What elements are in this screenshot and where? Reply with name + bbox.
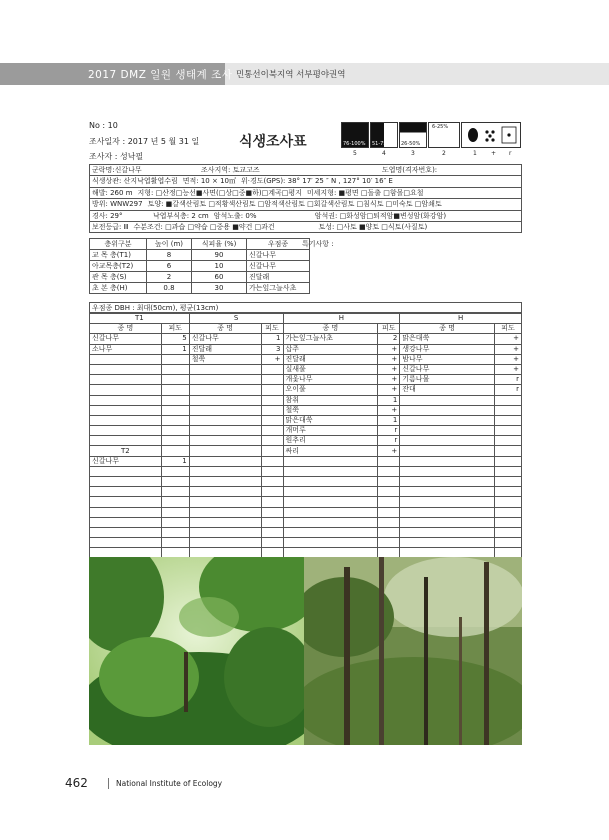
layer-cell: 아교목층(T2)	[90, 261, 147, 272]
layer-cell: 90	[192, 250, 247, 261]
terrain: 지형: □산정□능선■사면(□상□중■하)□계곡□평지	[137, 188, 302, 197]
table-row	[90, 375, 522, 385]
cover-cell	[378, 538, 400, 548]
species-name-cell	[400, 446, 495, 456]
layer-cell: 교 목 층(T1)	[90, 250, 147, 261]
cover-cell	[161, 426, 189, 436]
species-name-cell	[283, 507, 378, 517]
species-name-cell	[283, 477, 378, 487]
species-name-cell	[90, 375, 162, 385]
cover-cell	[378, 487, 400, 497]
table-row	[90, 487, 522, 497]
species-name-cell	[90, 395, 162, 405]
altitude: 해발: 260 m	[92, 188, 133, 197]
layer-cell: 10	[192, 261, 247, 272]
footer-divider	[108, 778, 109, 789]
cover-cell: 2	[378, 334, 400, 344]
layer-header-row	[90, 239, 310, 250]
survey-site: 조사지역: 토교고즈	[201, 166, 260, 174]
table-row	[90, 436, 522, 446]
surveyor: 조사자 : 성낙필	[89, 152, 144, 161]
cover-cell	[161, 405, 189, 415]
cover-cell	[494, 487, 521, 497]
cover-cell: 1	[378, 415, 400, 425]
species-name-cell: T2	[90, 446, 162, 456]
group-header-h: H	[283, 314, 400, 324]
species-name-cell	[283, 487, 378, 497]
table-row	[90, 415, 522, 425]
species-name-cell	[189, 436, 261, 446]
layer-table	[89, 238, 310, 294]
cover-cell	[261, 487, 283, 497]
species-name-cell: 실새풀	[283, 364, 378, 374]
cover-cell: 1	[161, 456, 189, 466]
species-name-cell	[283, 538, 378, 548]
cover-cell: +	[378, 344, 400, 354]
cover-cell	[378, 527, 400, 537]
cover-cell	[494, 466, 521, 476]
cover-cell	[378, 466, 400, 476]
species-name-cell	[400, 405, 495, 415]
cover-cell: 1	[261, 334, 283, 344]
table-row	[90, 497, 522, 507]
cover-cell	[494, 426, 521, 436]
group-header-row	[90, 314, 522, 324]
species-name-cell	[189, 375, 261, 385]
map-sheet: 도엽명(격자번호):	[382, 166, 438, 174]
col-species-name: 종 명	[283, 324, 378, 334]
header-title: 2017 DMZ 일원 생태계 조사	[88, 69, 233, 81]
canopy-photo	[89, 557, 304, 745]
species-name-cell: 진달래	[189, 344, 261, 354]
site-info-table	[89, 164, 522, 233]
species-name-cell	[90, 354, 162, 364]
cover-cell	[161, 446, 189, 456]
cover-cell	[261, 446, 283, 456]
species-name-cell	[400, 507, 495, 517]
species-name-cell: 개머루	[283, 426, 378, 436]
species-name-cell	[90, 517, 162, 527]
page-title: 식생조사표	[239, 134, 307, 150]
cover-cell: 5	[161, 334, 189, 344]
species-name-cell	[283, 466, 378, 476]
col-header: 식피율 (%)	[192, 239, 247, 250]
layer-cell: 초 본 층(H)	[90, 283, 147, 294]
cover-cell	[378, 456, 400, 466]
species-name-cell	[400, 395, 495, 405]
species-name-cell	[400, 538, 495, 548]
table-row	[90, 395, 522, 405]
col-cover: 피도	[378, 324, 400, 334]
species-name-cell: 철쭉	[189, 354, 261, 364]
cover-cell	[261, 466, 283, 476]
cover-cell	[261, 507, 283, 517]
cover-cell	[261, 426, 283, 436]
cover-cell	[161, 354, 189, 364]
cover-cell: 3	[261, 344, 283, 354]
layer-cell: 6	[147, 261, 192, 272]
scale-box-4: 51-75%	[370, 122, 398, 148]
cover-cell	[161, 395, 189, 405]
species-name-cell	[189, 405, 261, 415]
table-row	[90, 385, 522, 395]
cover-cell	[261, 395, 283, 405]
cover-cell: +	[378, 375, 400, 385]
cover-cell: 1	[161, 344, 189, 354]
species-name-cell: 참취	[283, 395, 378, 405]
cover-cell: +	[378, 446, 400, 456]
cover-cell	[261, 436, 283, 446]
table-row	[90, 446, 522, 456]
cover-cell	[378, 497, 400, 507]
soil-texture: 토성: □사토 ■양토 □식토(사질토)	[318, 222, 428, 231]
cover-cell	[494, 527, 521, 537]
species-name-cell: 기름나물	[400, 375, 495, 385]
group-header-h2: H	[400, 314, 522, 324]
cover-cell	[261, 415, 283, 425]
cover-cell: +	[494, 344, 521, 354]
scale-box-5: 76-100%	[341, 122, 369, 148]
species-name-cell: 생강나무	[400, 344, 495, 354]
species-name-cell: 오이풀	[283, 385, 378, 395]
cover-cell: +	[378, 405, 400, 415]
cover-cell	[378, 517, 400, 527]
info-row	[89, 175, 522, 186]
species-name-cell: 신갈나무	[90, 456, 162, 466]
cover-cell: r	[494, 385, 521, 395]
col-species-name: 종 명	[189, 324, 261, 334]
species-name-cell	[90, 436, 162, 446]
cover-cell	[261, 538, 283, 548]
cover-cell	[378, 477, 400, 487]
aspect: 방위: WNW297	[92, 200, 143, 209]
cover-cell: +	[261, 354, 283, 364]
moisture: 수분조건: □과습 □약습 □중용 ■약건 □과건	[133, 222, 275, 231]
cover-cell	[378, 507, 400, 517]
table-row	[90, 364, 522, 374]
table-row	[90, 334, 522, 344]
survey-date: 조사일자 : 2017 년 5 월 31 일	[89, 137, 200, 146]
species-name-cell	[400, 497, 495, 507]
page-number: 462	[65, 776, 88, 790]
species-name-cell: 싸리	[283, 446, 378, 456]
cover-cell: +	[378, 354, 400, 364]
col-header: 높이 (m)	[147, 239, 192, 250]
species-name-cell	[90, 487, 162, 497]
cover-cell	[261, 497, 283, 507]
layer-row	[90, 283, 310, 294]
cover-cell	[494, 477, 521, 487]
species-name-cell: 신갈나무	[90, 334, 162, 344]
table-row	[90, 344, 522, 354]
species-name-cell	[189, 364, 261, 374]
table-row	[90, 466, 522, 476]
cover-cell	[161, 415, 189, 425]
species-name-cell	[400, 466, 495, 476]
species-name-cell	[189, 415, 261, 425]
species-name-cell	[283, 517, 378, 527]
species-name-cell: 신갈나무	[400, 364, 495, 374]
cover-cell	[261, 385, 283, 395]
species-name-cell	[400, 527, 495, 537]
slope: 경사: 29°	[92, 211, 123, 220]
cover-cell	[494, 517, 521, 527]
species-name-cell: 가는잎그늘사초	[283, 334, 378, 344]
species-name-cell	[189, 446, 261, 456]
layer-cell: 가는잎그늘사초	[247, 283, 310, 294]
cover-cell	[161, 517, 189, 527]
species-name-cell	[400, 436, 495, 446]
species-name-cell: 진달래	[283, 354, 378, 364]
cover-cell	[261, 517, 283, 527]
layer-cell: 30	[192, 283, 247, 294]
cover-cell	[161, 538, 189, 548]
species-name-cell	[400, 415, 495, 425]
species-name-cell	[189, 456, 261, 466]
cover-cell: r	[494, 375, 521, 385]
cover-cell	[494, 395, 521, 405]
cover-cell	[494, 436, 521, 446]
species-name-cell	[400, 517, 495, 527]
scale-num-3: 3	[411, 150, 415, 157]
species-name-cell	[90, 385, 162, 395]
litter-layer: 낙엽부식층: 2 cm	[153, 211, 209, 220]
layer-row	[90, 250, 310, 261]
species-name-cell	[189, 497, 261, 507]
layer-cell: 2	[147, 272, 192, 283]
table-row	[90, 517, 522, 527]
cover-cell: +	[494, 364, 521, 374]
micro-terrain: 미세지형: ■평면 □돌출 □함몰□요철	[306, 188, 424, 197]
scale-box-2: 6-25%	[428, 122, 460, 148]
scale-box-1	[461, 122, 521, 148]
rock-exposure: 암석노출: 0%	[213, 211, 257, 220]
species-name-cell	[189, 517, 261, 527]
species-name-cell	[90, 415, 162, 425]
dominant-dbh: 우점종 DBH : 최대(50cm), 평균(13cm)	[89, 302, 522, 313]
table-row	[90, 538, 522, 548]
species-name-cell	[283, 497, 378, 507]
table-row	[90, 354, 522, 364]
cover-cell	[161, 385, 189, 395]
cover-cell: +	[494, 354, 521, 364]
species-name-cell	[90, 497, 162, 507]
table-row	[90, 527, 522, 537]
species-name-cell	[90, 538, 162, 548]
species-name-cell	[189, 477, 261, 487]
table-row	[90, 477, 522, 487]
cover-cell	[494, 446, 521, 456]
species-name-cell	[400, 487, 495, 497]
layer-cell: 60	[192, 272, 247, 283]
scale-num-5: 5	[353, 150, 357, 157]
species-name-cell	[189, 487, 261, 497]
community-name: 군락명:신갈나무	[92, 166, 142, 174]
col-cover: 피도	[261, 324, 283, 334]
species-name-cell	[189, 538, 261, 548]
species-name-cell	[400, 456, 495, 466]
conservation-grade: 보전등급: Ⅲ	[92, 222, 129, 231]
col-header: 우점종	[247, 239, 310, 250]
gps-coords: 위·경도(GPS): 38° 17′ 25 ″ N , 127° 10′ 16″ E	[240, 177, 393, 186]
cover-cell	[161, 527, 189, 537]
cover-cell	[494, 507, 521, 517]
cover-cell	[494, 497, 521, 507]
cover-cell	[161, 477, 189, 487]
layer-cell: 신갈나무	[247, 261, 310, 272]
info-row	[89, 210, 522, 221]
cover-cell	[494, 405, 521, 415]
info-row	[89, 198, 522, 209]
layer-cell: 관 목 층(S)	[90, 272, 147, 283]
species-name-cell	[189, 426, 261, 436]
species-name-cell	[90, 426, 162, 436]
cover-cell	[161, 466, 189, 476]
cover-cell	[161, 507, 189, 517]
cover-cell: 1	[378, 395, 400, 405]
species-name-cell	[90, 405, 162, 415]
cover-cell: r	[378, 436, 400, 446]
species-name-cell	[189, 385, 261, 395]
col-cover: 피도	[494, 324, 521, 334]
species-name-cell	[90, 507, 162, 517]
understory-photo	[304, 557, 522, 745]
species-name-cell	[90, 527, 162, 537]
table-row	[90, 426, 522, 436]
cover-cell	[494, 415, 521, 425]
vegetation-type: 식생상관: 산지낙엽활엽수림	[92, 177, 178, 186]
scale-num-1: 1	[473, 150, 477, 157]
cover-cell	[261, 456, 283, 466]
species-name-cell	[283, 456, 378, 466]
cover-cell	[261, 527, 283, 537]
cover-cell	[494, 456, 521, 466]
scale-symbols-icon	[462, 123, 520, 147]
cover-cell	[494, 538, 521, 548]
group-header-t1: T1	[90, 314, 190, 324]
header-subtitle: 민통선이북지역 서부평야권역	[236, 70, 346, 80]
cover-cell	[261, 477, 283, 487]
col-species-name: 종 명	[90, 324, 162, 334]
species-name-cell	[90, 466, 162, 476]
species-table	[89, 313, 522, 579]
cover-cell	[161, 487, 189, 497]
species-name-cell: 원추리	[283, 436, 378, 446]
cover-cell	[161, 364, 189, 374]
species-name-cell	[90, 364, 162, 374]
scale-num-2: 2	[442, 150, 446, 157]
layer-cell: 신갈나무	[247, 250, 310, 261]
info-row	[89, 164, 522, 175]
scale-num-4: 4	[382, 150, 386, 157]
species-name-cell	[189, 527, 261, 537]
cover-cell	[161, 497, 189, 507]
species-name-cell	[189, 395, 261, 405]
info-row	[89, 221, 522, 233]
layer-cell: 진달래	[247, 272, 310, 283]
soil-type: 토양: ■갈색산림토 □적황색산림토 □암적색산림토 □회갈색산림토 □침식토 □미숙토 □암쇄토	[147, 200, 442, 209]
species-name-cell	[189, 507, 261, 517]
scale-num-plus: +	[491, 150, 497, 157]
cover-cell: +	[494, 334, 521, 344]
info-row	[89, 187, 522, 198]
group-header-s: S	[189, 314, 283, 324]
table-row	[90, 405, 522, 415]
cover-cell	[261, 375, 283, 385]
species-name-cell	[283, 527, 378, 537]
species-name-cell: 철쭉	[283, 405, 378, 415]
col-header: 층위구분	[90, 239, 147, 250]
species-name-cell: 맑은대쑥	[283, 415, 378, 425]
scale-num-r: r	[509, 150, 512, 157]
col-species-name: 종 명	[400, 324, 495, 334]
cover-cell	[161, 436, 189, 446]
layer-cell: 8	[147, 250, 192, 261]
column-header-row	[90, 324, 522, 334]
footer-organization: National Institute of Ecology	[116, 779, 223, 788]
species-name-cell	[90, 477, 162, 487]
cover-cell: +	[378, 364, 400, 374]
species-name-cell	[400, 477, 495, 487]
species-name-cell	[189, 466, 261, 476]
species-name-cell: 소나무	[90, 344, 162, 354]
species-name-cell: 신갈나무	[189, 334, 261, 344]
special-notes: 특기사항 :	[302, 240, 334, 248]
species-name-cell: 삽주	[283, 344, 378, 354]
cover-cell: +	[378, 385, 400, 395]
table-row	[90, 456, 522, 466]
species-name-cell: 개옻나무	[283, 375, 378, 385]
cover-cell	[261, 364, 283, 374]
col-cover: 피도	[161, 324, 189, 334]
layer-cell: 0.8	[147, 283, 192, 294]
table-row	[90, 507, 522, 517]
species-name-cell: 잔대	[400, 385, 495, 395]
scale-box-3: 26-50%	[399, 122, 427, 148]
cover-cell	[161, 375, 189, 385]
plot-area: 면적: 10 × 10㎡	[182, 177, 236, 186]
survey-number: No : 10	[89, 121, 118, 130]
cover-cell: r	[378, 426, 400, 436]
layer-row	[90, 261, 310, 272]
layer-row	[90, 272, 310, 283]
species-name-cell: 맑은대쑥	[400, 334, 495, 344]
species-name-cell: 밤나무	[400, 354, 495, 364]
cover-cell	[261, 405, 283, 415]
species-name-cell	[400, 426, 495, 436]
bedrock: 암석권: □화성암□퇴적암■변성암(화강암)	[314, 211, 447, 220]
